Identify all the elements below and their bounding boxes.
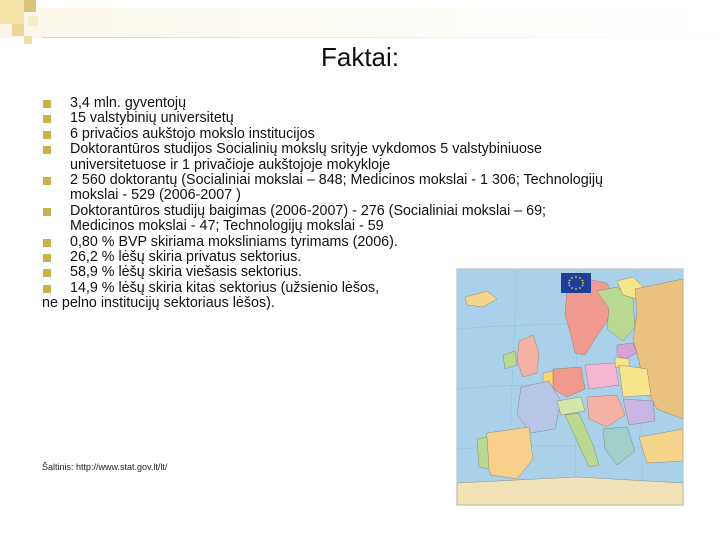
list-item: Doktorantūros studijų baigimas (2006-2007) - 276 (Socialiniai mokslai – 69; Medicinos mokslai - 47; Technologijų mokslai - 59 xyxy=(42,204,612,235)
source-note: Šaltinis: http://www.stat.gov.lt/lt/ xyxy=(42,462,168,472)
slide-title xyxy=(0,42,720,73)
list-item: Doktorantūros studijos Socialinių mokslų srityje vykdomos 5 valstybiniuose universitetuose ir 1 privačioje aukštojoje mokykloje xyxy=(42,142,612,173)
list-item: 6 privačios aukštojo mokslo institucijos xyxy=(42,127,612,142)
title-band xyxy=(0,8,720,38)
list-item: 0,80 % BVP skiriama moksliniams tyrimams (2006). xyxy=(42,235,612,250)
list-item: 2 560 doktorantų (Socialiniai mokslai – 848; Medicinos mokslai - 1 306; Technologijų mokslai - 529 (2006-2007 ) xyxy=(42,173,612,204)
list-item: 58,9 % lėšų skiria viešasis sektorius. xyxy=(42,265,612,280)
list-item: 15 valstybinių universitetų xyxy=(42,111,612,126)
eu-flag-icon xyxy=(561,273,591,293)
slide-title-text: Faktai: xyxy=(320,42,400,72)
bullet-square-icon xyxy=(43,100,51,108)
list-item: 26,2 % lėšų skiria privatus sektorius. xyxy=(42,250,612,265)
list-item: 14,9 % lėšų skiria kitas sektorius (užsienio lėšos, xyxy=(42,281,612,296)
list-item-continuation: ne pelno institucijų sektoriaus lėšos). xyxy=(42,295,275,312)
bullet-square-icon xyxy=(43,269,51,277)
bullet-square-icon xyxy=(43,131,51,139)
title-rule xyxy=(42,37,720,38)
bullet-square-icon xyxy=(43,254,51,262)
europe-map-image xyxy=(456,268,684,506)
bullet-square-icon xyxy=(43,115,51,123)
bullet-square-icon xyxy=(43,208,51,216)
bullet-square-icon xyxy=(43,285,51,293)
list-item: 3,4 mln. gyventojų xyxy=(42,96,612,111)
bullet-square-icon xyxy=(43,146,51,154)
bullet-square-icon xyxy=(43,239,51,247)
bullet-square-icon xyxy=(43,177,51,185)
